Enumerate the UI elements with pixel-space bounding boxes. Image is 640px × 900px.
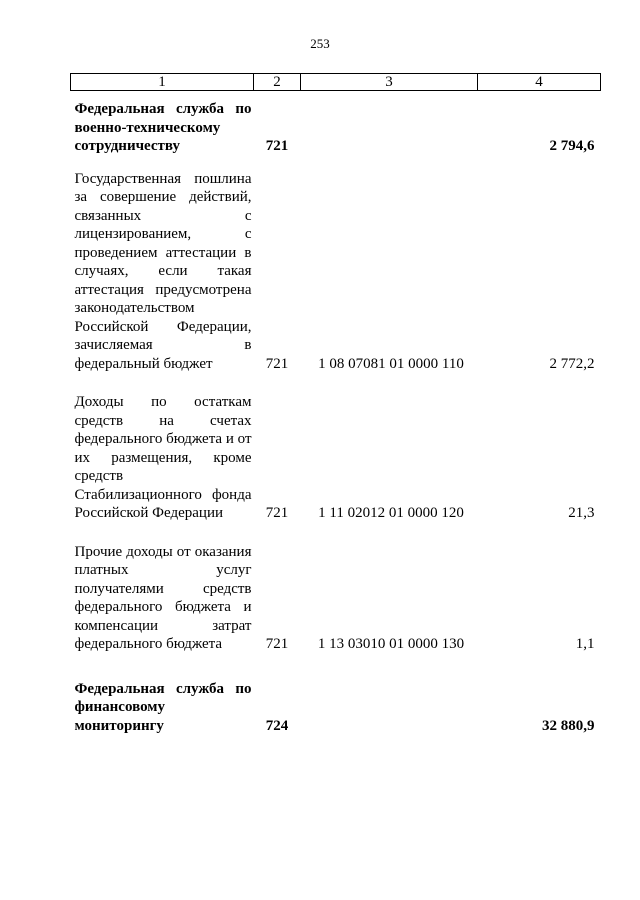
column-header-kbk: 3 [301,74,478,91]
row-admin-code: 721 [265,636,289,652]
row-classification-code: 1 11 02012 01 0000 120 [318,505,464,521]
row-amount: 2 772,2 [549,355,595,372]
table-row-item [71,160,601,384]
row-classification-code: 1 08 07081 01 0000 110 [318,355,464,372]
column-header-amount: 4 [478,74,601,91]
table-body [71,91,601,736]
row-amount: 21,3 [568,505,595,521]
row-admin-code: 724 [265,717,289,734]
revenue-table [70,73,601,735]
table-row-item [71,533,601,664]
row-name: Доходы по остаткам средств на счетах федерального бюджета и от их размещения, кроме средств Стабилизационного фонда Российской Федерации [74,394,252,521]
row-admin-code: 721 [265,138,289,154]
column-header-code: 2 [254,74,301,91]
table-row-agency [71,664,601,736]
row-classification-code [301,664,478,736]
table-row-item [71,383,601,533]
table-header [71,74,601,91]
row-name: Федеральная служба по финансовому мониторингу [74,680,252,734]
row-admin-code: 721 [265,505,289,521]
row-classification-code: 1 13 03010 01 0000 130 [317,636,465,652]
table-row-agency [71,91,601,160]
page-number: 253 [310,36,330,51]
row-amount: 1,1 [575,636,595,652]
row-amount: 2 794,6 [549,138,595,154]
row-admin-code: 721 [265,355,289,372]
row-name: Федеральная служба по военно-техническому сотрудничеству [74,101,252,154]
header-row [71,74,601,91]
row-name: Прочие доходы от оказания платных услуг получателями средств федерального бюджета и компенсации затрат федерального бюджета [74,543,252,652]
row-amount: 32 880,9 [542,717,595,734]
row-classification-code [301,91,478,160]
column-header-name: 1 [71,74,254,91]
row-name: Государственная пошлина за совершение действий, связанных с лицензированием, с проведением аттестации в случаях, если такая аттестация предусмотрена законодательством Российской Федерации, зачисляемая в федеральный бюджет [74,170,252,372]
